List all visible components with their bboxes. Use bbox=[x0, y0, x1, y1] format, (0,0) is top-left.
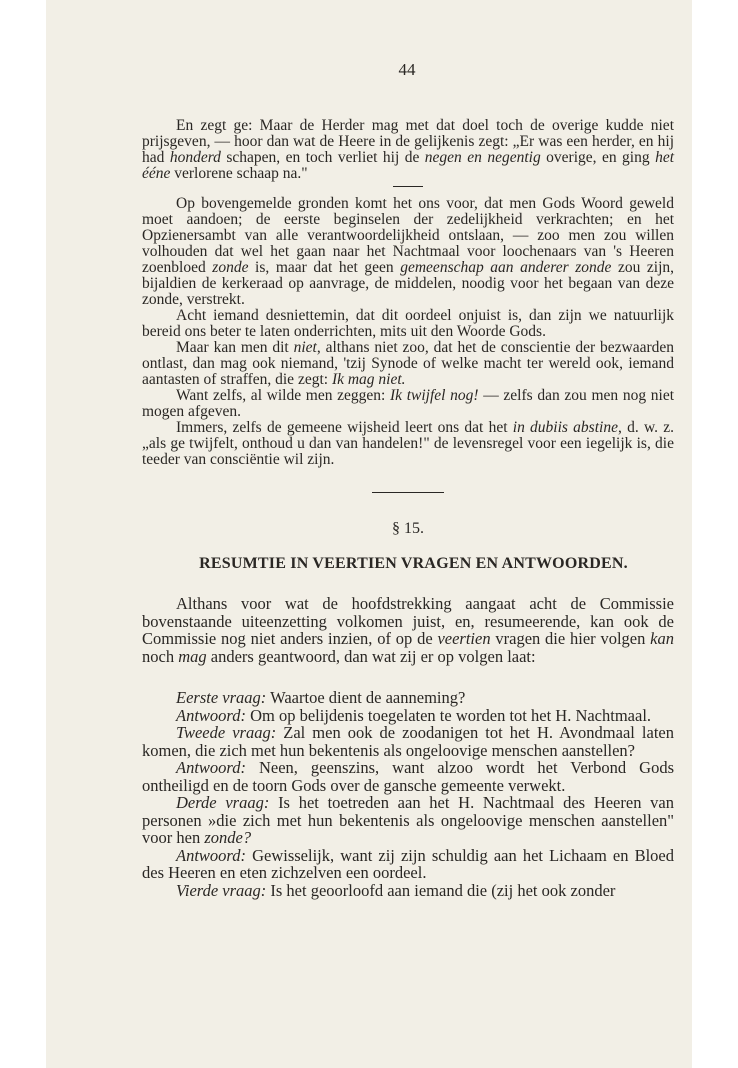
italic-text: negen en negentig bbox=[424, 149, 541, 166]
qa-text: Is het toetreden aan het H. Nachtmaal des Heeren van personen »die zich met hun bekentenis als ongeloovige menschen aanstellen" voor hen bbox=[142, 793, 674, 847]
book-page bbox=[46, 0, 692, 1068]
paragraph bbox=[142, 118, 674, 182]
paragraph bbox=[142, 340, 674, 388]
qa-text: Waartoe dient de aanneming? bbox=[266, 688, 466, 707]
text-run: Maar kan men dit bbox=[176, 339, 294, 356]
text-run: noch bbox=[142, 646, 179, 666]
text-run: anders geantwoord, dan wat zij er op volgen laat: bbox=[206, 646, 536, 666]
text-run: Acht iemand desniettemin, dat dit oordeel onjuist is, dan zijn we natuurlijk bereid ons beter te laten onderrichten, mits uit den Woorde Gods. bbox=[142, 307, 674, 340]
section-number: § 15. bbox=[392, 520, 424, 537]
italic-text: veertien bbox=[437, 629, 491, 648]
text-run: Op bovengemelde gronden komt het ons voor, dat men Gods Woord geweld moet aandoen; de eerste beginselen der zedelijkheid verkrachten; en het Opzienersambt van alle verantwoordelijkheid ontslaan, — zoo men zou willen volhouden dat wel het gaan naar het Nachtmaal voor loochenaars van 's Heeren zoenbloed bbox=[142, 195, 674, 276]
italic-text: honderd bbox=[169, 149, 221, 166]
section-heading: RESUMTIE IN VEERTIEN VRAGEN EN ANTWOORDEN. bbox=[199, 555, 628, 572]
italic-text: in dubiis abstine bbox=[512, 419, 618, 436]
qa-text: Gewisselijk, want zij zijn schuldig aan het Lichaam en Bloed des Heeren en eten zichzelven een oordeel. bbox=[142, 845, 674, 882]
text-run: zou zijn, bijaldien de kerkeraad op aanvrage, de middelen, noodig voor het begaan van deze zonde, verstrekt. bbox=[142, 259, 675, 308]
qa-item bbox=[142, 689, 674, 707]
qa-item bbox=[142, 759, 674, 794]
qa-item bbox=[142, 707, 674, 725]
qa-label: Vierde vraag: bbox=[176, 880, 267, 900]
text-run: , d. w. z. „als ge twijfelt, onthoud u dan van handelen!" de levensregel voor een iegelijk is, die teeder van consciëntie wil zijn. bbox=[142, 419, 674, 468]
qa-label: Antwoord: bbox=[176, 845, 246, 865]
qa-text: Om op belijdenis toegelaten te worden tot het H. Nachtmaal. bbox=[245, 705, 652, 725]
qa-label: Antwoord: bbox=[176, 705, 246, 725]
italic-text: zonde bbox=[212, 259, 249, 276]
qa-text: Zal men ook de zoodanigen tot het H. Avondmaal laten komen, die zich met hun bekentenis als ongeloovige menschen aanstellen? bbox=[142, 723, 674, 760]
text-run: vragen die hier volgen bbox=[490, 629, 651, 648]
qa-label: Eerste vraag: bbox=[176, 688, 267, 707]
italic-text: Ik mag niet. bbox=[331, 371, 406, 388]
paragraph bbox=[142, 196, 674, 308]
qa-item bbox=[142, 794, 674, 847]
text-run: schapen, en toch verliet hij de bbox=[220, 149, 425, 166]
italic-text: gemeenschap aan anderer zonde bbox=[400, 259, 612, 276]
paragraph bbox=[142, 420, 674, 468]
text-run: is, maar dat het geen bbox=[248, 259, 401, 276]
qa-text: Neen, geenszins, want alzoo wordt het Verbond Gods ontheiligd en de toorn Gods over de gansche gemeente verwekt. bbox=[142, 758, 674, 795]
section-rule bbox=[372, 492, 444, 493]
page-number: 44 bbox=[398, 60, 416, 79]
paragraph bbox=[142, 388, 674, 420]
text-run: Want zelfs, al wilde men zeggen: bbox=[176, 387, 391, 404]
short-dash-divider bbox=[393, 186, 423, 187]
qa-item bbox=[142, 847, 674, 882]
text-run: — zelfs dan zou men nog niet mogen afgeven. bbox=[142, 387, 675, 420]
qa-list bbox=[142, 689, 674, 899]
qa-label: Antwoord: bbox=[176, 758, 246, 777]
paragraphs-top bbox=[142, 118, 674, 182]
paragraph bbox=[142, 308, 674, 340]
text-run: overige, en ging bbox=[540, 149, 656, 166]
italic-text: kan bbox=[650, 629, 674, 648]
italic-text: Ik twijfel nog! bbox=[390, 387, 479, 404]
italic-text: niet bbox=[293, 339, 317, 356]
text-run: verlorene schaap na." bbox=[170, 165, 308, 182]
text-run: , althans niet zoo, dat het de conscientie der bezwaarden ontlast, dan mag ook niemand, 'tzij Synode of welke macht ter wereld ook, iemand aantasten of straffen, die zegt: bbox=[142, 339, 674, 388]
text-run: Immers, zelfs de gemeene wijsheid leert ons dat het bbox=[176, 419, 513, 436]
paragraphs-middle bbox=[142, 196, 674, 468]
italic-text: het ééne bbox=[142, 149, 674, 182]
qa-label: Tweede vraag: bbox=[176, 723, 277, 742]
section-body bbox=[142, 595, 674, 899]
qa-text: Is het geoorloofd aan iemand die (zij het ook zonder bbox=[266, 880, 616, 900]
text-run: Althans voor wat de hoofdstrekking aangaat acht de Commissie bovenstaande uiteenzetting volkomen juist, en, resumeerende, kan ook de Commissie nog niet anders inzien, of op de bbox=[142, 594, 674, 648]
italic-text: zonde? bbox=[204, 828, 252, 847]
qa-label: Derde vraag: bbox=[176, 793, 270, 812]
qa-item bbox=[142, 882, 674, 900]
italic-text: mag bbox=[178, 646, 207, 666]
qa-item bbox=[142, 724, 674, 759]
intro-paragraph bbox=[142, 595, 674, 665]
page-content bbox=[142, 60, 674, 899]
text-run: En zegt ge: Maar de Herder mag met dat doel toch de overige kudde niet prijsgeven, — hoor dan wat de Heere in de gelijkenis zegt: „Er was een herder, en hij had bbox=[142, 117, 674, 166]
